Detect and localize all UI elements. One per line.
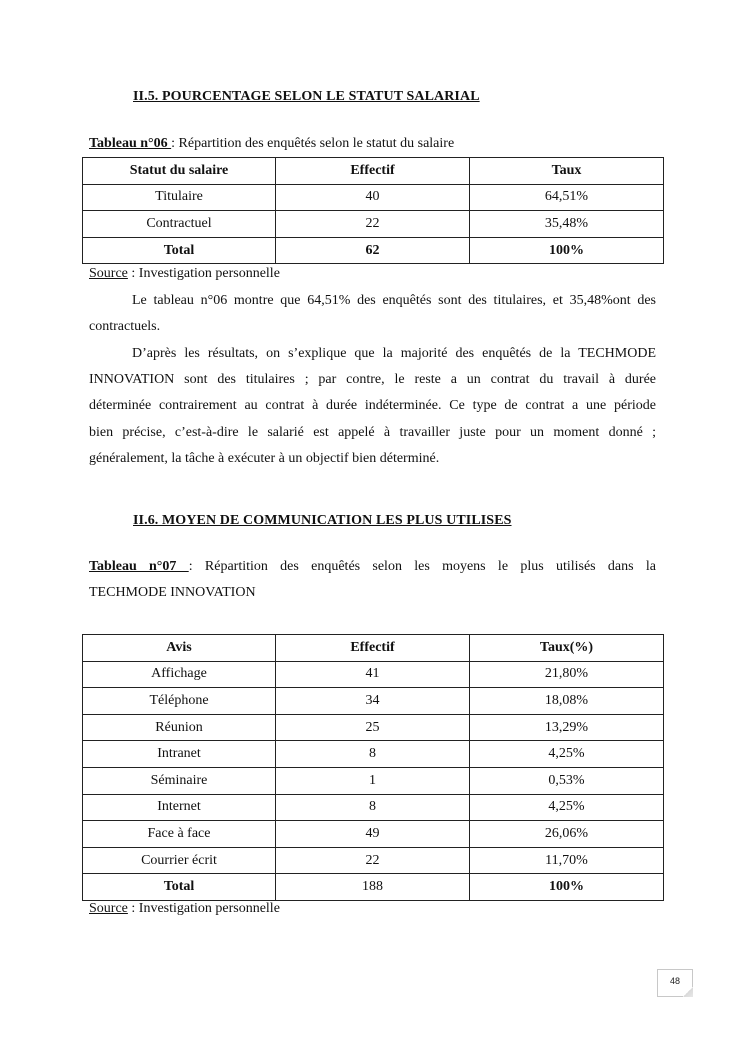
table-cell: 13,29%	[470, 714, 664, 741]
section-heading-statut-salarial: II.5. POURCENTAGE SELON LE STATUT SALARIAL	[133, 89, 480, 104]
table-cell: 188	[276, 874, 470, 901]
table-cell: Courrier écrit	[83, 847, 276, 874]
table-row	[83, 821, 664, 848]
paragraph-line: D’après les résultats, on s’explique que la majorité des enquêtés de la TECHMODE	[132, 346, 656, 361]
source-text: : Investigation personnelle	[127, 266, 280, 281]
page-number: 48	[669, 976, 680, 986]
table-row	[83, 847, 664, 874]
table-cell: Séminaire	[83, 767, 276, 794]
section-heading-moyen-communication: II.6. MOYEN DE COMMUNICATION LES PLUS UTILISES	[133, 513, 512, 528]
column-header: Taux	[470, 158, 664, 185]
table-header-row	[83, 635, 664, 662]
table-cell: 64,51%	[470, 184, 664, 211]
table-cell: 34	[276, 688, 470, 715]
column-header: Avis	[83, 635, 276, 662]
table-cell: 62	[276, 237, 470, 264]
table-cell: 100%	[470, 237, 664, 264]
table-07-source	[89, 901, 280, 917]
table-cell: Téléphone	[83, 688, 276, 715]
table-cell: 22	[276, 847, 470, 874]
table-07	[82, 634, 664, 901]
table-row	[83, 184, 664, 211]
table-cell: Contractuel	[83, 211, 276, 238]
table-row	[83, 661, 664, 688]
source-text: : Investigation personnelle	[127, 901, 280, 916]
table-cell: 35,48%	[470, 211, 664, 238]
source-label: Source	[89, 266, 128, 281]
table-cell: 1	[276, 767, 470, 794]
table-cell: Titulaire	[83, 184, 276, 211]
paragraph-line: INNOVATION sont des titulaires ; par contre, le reste a un contrat du travail à durée	[89, 372, 656, 388]
table-header-row	[83, 158, 664, 185]
table-cell: 25	[276, 714, 470, 741]
table-06	[82, 157, 664, 264]
table-cell: Internet	[83, 794, 276, 821]
table-06-label: Tableau n°06	[89, 136, 172, 151]
table-row	[83, 741, 664, 768]
paragraph-line: bien précise, c’est-à-dire le salarié est appelé à travailler juste pour un moment donné ;	[89, 424, 656, 440]
table-cell: 26,06%	[470, 821, 664, 848]
table-06-caption	[89, 131, 656, 157]
paragraph-line: Le tableau n°06 montre que 64,51% des enquêtés sont des titulaires, et 35,48%ont des	[132, 293, 656, 308]
table-cell: Face à face	[83, 821, 276, 848]
page-number-box	[657, 969, 693, 997]
table-cell: 21,80%	[470, 661, 664, 688]
table-row	[83, 794, 664, 821]
table-total-row	[83, 237, 664, 264]
table-cell: Total	[83, 874, 276, 901]
table-07-caption-continued: TECHMODE INNOVATION	[89, 585, 256, 600]
table-cell: 18,08%	[470, 688, 664, 715]
column-header: Effectif	[276, 158, 470, 185]
table-row	[83, 714, 664, 741]
table-07-label: Tableau n°07	[89, 559, 189, 574]
table-cell: 49	[276, 821, 470, 848]
table-cell: Intranet	[83, 741, 276, 768]
table-cell: 4,25%	[470, 794, 664, 821]
paragraph-line: déterminée contrairement au contrat à durée indéterminée. Ce type de contrat a une période	[89, 398, 656, 414]
paragraph-2	[89, 341, 656, 472]
table-06-source	[89, 266, 280, 282]
column-header: Statut du salaire	[83, 158, 276, 185]
page-curl-icon	[683, 987, 693, 997]
table-cell: Total	[83, 237, 276, 264]
table-row	[83, 211, 664, 238]
table-row	[83, 688, 664, 715]
table-cell: 100%	[470, 874, 664, 901]
table-cell: 11,70%	[470, 847, 664, 874]
table-07-caption	[89, 554, 656, 580]
source-label: Source	[89, 901, 128, 916]
table-cell: Affichage	[83, 661, 276, 688]
table-06-caption-text: : Répartition des enquêtés selon le statut du salaire	[171, 136, 455, 151]
paragraph-line: contractuels.	[89, 319, 161, 335]
paragraph-1	[89, 288, 656, 340]
table-cell: 40	[276, 184, 470, 211]
table-07-caption-text: : Répartition des enquêtés selon les moyens le plus utilisés dans la	[188, 559, 656, 574]
table-cell: 22	[276, 211, 470, 238]
table-cell: 8	[276, 741, 470, 768]
table-total-row	[83, 874, 664, 901]
table-cell: 4,25%	[470, 741, 664, 768]
table-cell: 41	[276, 661, 470, 688]
column-header: Taux(%)	[470, 635, 664, 662]
table-cell: 0,53%	[470, 767, 664, 794]
table-cell: 8	[276, 794, 470, 821]
column-header: Effectif	[276, 635, 470, 662]
paragraph-line: généralement, la tâche à exécuter à un objectif bien déterminé.	[89, 450, 440, 466]
table-row	[83, 767, 664, 794]
table-cell: Réunion	[83, 714, 276, 741]
